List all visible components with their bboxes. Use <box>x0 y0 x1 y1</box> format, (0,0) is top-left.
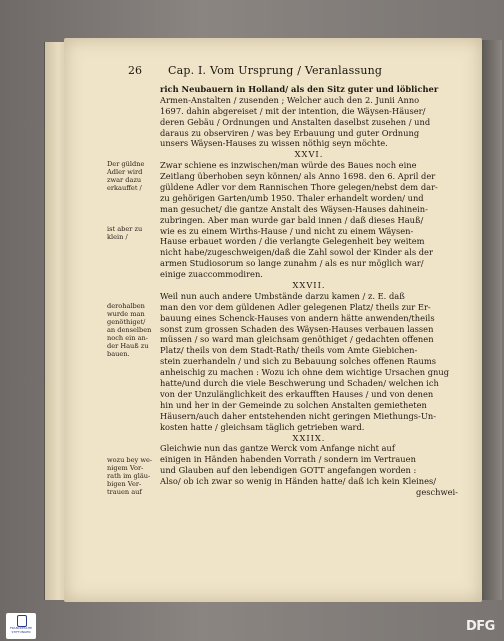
text-line: rich Neubauern in Holland/ als den Sitz guter und löblicher <box>160 84 439 94</box>
text-line: Platz/ theils von dem Stadt-Rath/ theils vom Amte Giebichen- <box>160 345 418 356</box>
text-line: daraus zu observiren / was bey Erbauung und guter Ordnung <box>160 127 420 138</box>
margin-note <box>107 160 159 192</box>
text-line: güldene Adler vor dem Rannischen Thore gelegen/nebst dem dar- <box>160 182 438 193</box>
margin-note-line: klein / <box>107 233 128 241</box>
franckesche-stiftungen-logo <box>6 613 36 639</box>
margin-note-line: wurde man <box>107 310 145 318</box>
text-line: man den vor dem güldenen Adler gelegenen Platz/ theils zur Er- <box>160 301 431 312</box>
logo-text: FRANCKESCHE STIFTUNGEN <box>9 626 33 634</box>
section-heading: XXVI. <box>294 149 324 160</box>
text-line: Gleichwie nun das gantze Werck vom Anfange nicht auf <box>160 443 395 454</box>
margin-note-line: rath im gläu- <box>107 472 151 480</box>
margin-note-line: zwar dazu <box>107 176 142 184</box>
margin-note-line: der Hauß zu <box>107 342 149 350</box>
text-line: zu gehörigen Garten/umb 1950. Thaler erhandelt worden/ und <box>160 192 424 203</box>
margin-note <box>107 302 159 358</box>
margin-note-line: Der güldne <box>107 160 145 168</box>
text-line: Zeitlang überhoben seyn können/ als Anno 1698. den 6. April der <box>160 171 436 182</box>
margin-note-line: nigem Vor- <box>107 464 144 472</box>
text-line: Armen-Anstalten / zusenden ; Welcher auch den 2. Junii Anno <box>160 94 420 105</box>
margin-note-line: bauen. <box>107 350 130 358</box>
text-line: Hause erbauet worden / die verlangte Gelegenheit bey weitem <box>160 236 425 247</box>
text-line: bauung eines Schenck-Hauses von andern hätte anwenden/theils <box>160 312 435 323</box>
page-number: 26 <box>128 64 142 77</box>
dfg-logo: DFG <box>466 619 495 634</box>
text-line: wie es zu einem Wirths-Hause / und nicht zu einem Wäysen- <box>160 225 414 236</box>
margin-note-line: derohalben <box>107 302 145 310</box>
text-line: sonst zum grossen Schaden des Wäysen-Hauses verbauen lassen <box>160 323 434 334</box>
running-title: Cap. I. Vom Ursprung / Veranlassung <box>168 64 383 77</box>
text-line: einige zuaccommodiren. <box>160 269 263 280</box>
margin-note <box>107 225 159 241</box>
text-line: armen Studiosorum so lange zunahm / als es nur möglich war/ <box>160 258 424 269</box>
text-line: man gesuchet/ die gantze Anstalt des Wäysen-Hauses dahinein- <box>160 203 428 214</box>
text-line: von der Unzulänglichkeit des erkaufften Hauses / und von denen <box>160 388 434 399</box>
margin-note-line: bigen Ver- <box>107 480 142 488</box>
margin-note <box>107 456 159 496</box>
margin-note-line: ist aber zu <box>107 225 143 233</box>
text-line: einigen in Händen habenden Vorrath / sondern im Vertrauen <box>160 454 416 465</box>
margin-note-line: trauen auf <box>107 488 142 496</box>
gutter-shadow <box>482 40 502 600</box>
margin-note-line: noch ein an- <box>107 334 149 342</box>
margin-note-line: erkauffet / <box>107 184 142 192</box>
section-heading: XXVII. <box>292 280 326 291</box>
section-heading: XXIIX. <box>292 432 326 443</box>
text-line: Häusern/auch daher entstehenden nicht geringen Miethungs-Un- <box>160 410 437 421</box>
text-line: deren Gebäu / Ordnungen und Anstalten daselbst zusehen / und <box>160 116 431 127</box>
catchword: geschwei- <box>416 486 458 497</box>
text-line: zubringen. Aber man wurde gar bald innen / daß dieses Hauß/ <box>160 214 424 225</box>
text-line: unsers Wäysen-Hauses zu wissen nöthig seyn möchte. <box>160 138 388 149</box>
page-header <box>128 64 458 80</box>
text-line: Weil nun auch andere Umbstände darzu kamen / z. E. daß <box>160 290 405 301</box>
margin-note-line: an denselben <box>107 326 152 334</box>
text-line: nicht habe/zugeschweigen/daß die Zahl sowol der Kinder als der <box>160 247 433 258</box>
margin-note-line: Adler wird <box>107 168 143 176</box>
text-line: anheischig zu machen : Wozu ich ohne dem wichtige Ursachen gnug <box>160 367 450 378</box>
margin-note-line: wozu bey we- <box>107 456 153 464</box>
text-line: und Glauben auf den lebendigen GOTT angefangen worden : <box>160 465 417 476</box>
text-line: stein zuerhandeln / und sich zu Bebauung solches offenen Raums <box>160 356 437 367</box>
text-line: hatte/und durch die viele Beschwerung und Schaden/ welchen ich <box>160 378 439 389</box>
margin-note-line: genöthiget/ <box>107 318 146 326</box>
text-line: kosten hatte / gleichsam täglich getrieben ward. <box>160 421 365 432</box>
text-line: Also/ ob ich zwar so wenig in Händen hatte/ daß ich kein Kleines/ <box>160 476 437 487</box>
main-text-block <box>160 84 458 498</box>
text-line: Zwar schiene es inzwischen/man würde des Baues noch eine <box>160 160 417 171</box>
text-line: hin und her in der Gemeinde zu solchen Anstalten gemietheten <box>160 399 427 410</box>
text-line: 1697. dahin abgereiset / mit der intention, die Wäysen-Häuser/ <box>160 105 426 116</box>
text-line: müssen / so ward man gleichsam genöthiget / gedachten offenen <box>160 334 434 345</box>
